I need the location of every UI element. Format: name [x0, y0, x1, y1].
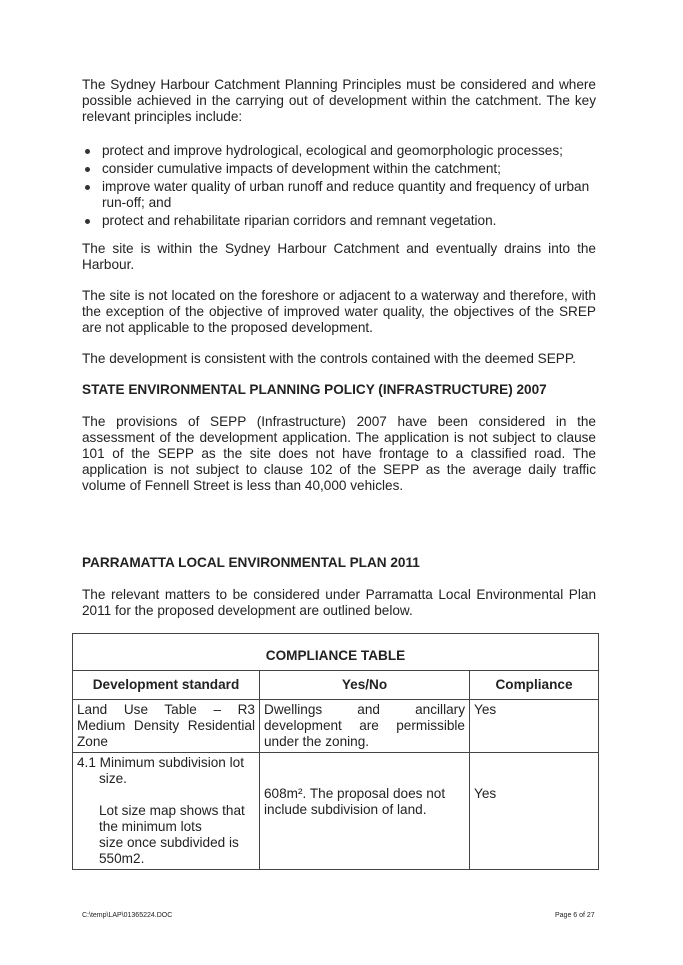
table-cell: [260, 753, 470, 870]
compliance-table: [72, 633, 599, 870]
table-cell: [470, 753, 599, 870]
column-header: Compliance: [470, 671, 599, 700]
sepp-paragraph: The provisions of SEPP (Infrastructure) 2007 have been considered in the assessment of the development application. The application is not subject to clause 101 of the SEPP as the site does not have frontage to a classified road. The application is not subject to clause 102 of the SEPP as the average daily traffic volume of Fennell Street is less than 40,000 vehicles.: [82, 414, 596, 493]
cell-line: size once subdivided is 550m2.: [99, 835, 239, 866]
cell-line: Lot size map shows that the minimum lots: [99, 803, 245, 834]
list-item: protect and improve hydrological, ecological and geomorphologic processes;: [82, 143, 596, 159]
table-cell: [73, 753, 260, 870]
list-item: protect and rehabilitate riparian corridors and remnant vegetation.: [82, 213, 596, 229]
footer-file-path: C:\temp\LAP\01365224.DOC: [82, 912, 173, 919]
table-cell: Land Use Table – R3 Medium Density Residential Zone: [73, 700, 260, 753]
list-item: improve water quality of urban runoff and reduce quantity and frequency of urban run-off; and: [82, 179, 596, 211]
principles-list: [82, 143, 596, 231]
table-title: COMPLIANCE TABLE: [73, 634, 599, 671]
cell-line: Yes: [474, 786, 497, 801]
column-header: Yes/No: [260, 671, 470, 700]
lep-paragraph: The relevant matters to be considered under Parramatta Local Environmental Plan 2011 for the proposed development are outlined below.: [82, 587, 596, 618]
intro-paragraph: The Sydney Harbour Catchment Planning Principles must be considered and where possible achieved in the carrying out of development within the catchment. The key relevant principles include:: [82, 77, 596, 124]
table-cell: Yes: [470, 700, 599, 753]
catchment-paragraph: The site is within the Sydney Harbour Catchment and eventually drains into the Harbour.: [82, 241, 596, 272]
cell-line: 608m². The proposal does not include subdivision of land.: [264, 786, 446, 817]
cell-line: size.: [99, 771, 127, 786]
footer-page-number: Page 6 of 27: [555, 912, 595, 919]
lep-heading: PARRAMATTA LOCAL ENVIRONMENTAL PLAN 2011: [82, 555, 420, 570]
foreshore-paragraph: The site is not located on the foreshore or adjacent to a waterway and therefore, with the exception of the objective of improved water quality, the objectives of the SREP are not applicable to the proposed development.: [82, 288, 596, 335]
cell-line: 4.1 Minimum subdivision lot: [77, 755, 244, 770]
consistent-paragraph: The development is consistent with the controls contained with the deemed SEPP.: [82, 351, 576, 366]
column-header: Development standard: [73, 671, 260, 700]
list-item: consider cumulative impacts of development within the catchment;: [82, 161, 596, 177]
table-row: [73, 753, 599, 870]
sepp-heading: STATE ENVIRONMENTAL PLANNING POLICY (INFRASTRUCTURE) 2007: [82, 382, 547, 397]
table-row: [73, 700, 599, 753]
table-cell: Dwellings and ancillary development are permissible under the zoning.: [260, 700, 470, 753]
